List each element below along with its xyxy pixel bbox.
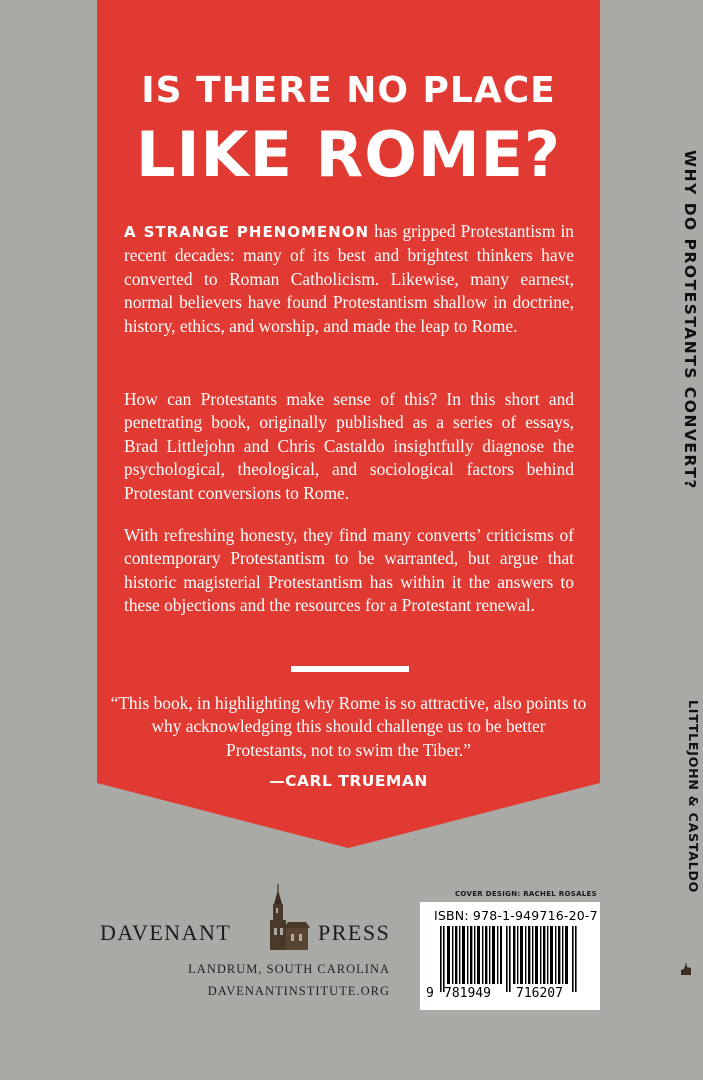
blurb-paragraph-2: How can Protestants make sense of this? In this short and penetrating book, originally published as a series of essays, Brad Littlejohn and Chris Castaldo insightfully diagnose the psychological, theological, and sociological factors behind Protestant conversions to Rome.: [124, 389, 574, 503]
barcode-digits-right: 716207: [516, 986, 563, 1001]
blurb-lead: A STRANGE PHENOMENON: [124, 223, 370, 241]
publisher-name-right: PRESS: [318, 920, 391, 945]
blurb-paragraph-1: [124, 220, 574, 338]
endorsement-quote: “This book, in highlighting why Rome is so attractive, also points to why acknowledging this should challenge us to be better Protestants, not to swim the Tiber.”: [110, 693, 587, 760]
publisher-website: DAVENANTINSTITUTE.ORG: [207, 984, 390, 998]
spine-authors: LITTLEJOHN & CASTALDO: [686, 700, 701, 894]
barcode-digits-left: 781949: [444, 986, 491, 1001]
church-tower-icon: [256, 884, 312, 952]
barcode-digit-first: 9: [426, 986, 434, 1001]
barcode: [434, 926, 586, 992]
blurb-paragraph-3: With refreshing honesty, they find many converts’ criticisms of contemporary Protestantism to be warranted, but argue that historic magisterial Protestantism has within it the answers to these objections and the resources for a Protestant renewal.: [124, 525, 574, 616]
divider: [291, 666, 409, 672]
cover-design-credit: COVER DESIGN: RACHEL ROSALES: [455, 890, 597, 898]
headline-line-2: LIKE ROME?: [135, 118, 562, 191]
isbn-label: ISBN: 978-1-949716-20-7: [434, 908, 598, 923]
barcode-panel: [420, 902, 600, 1010]
spine-title: WHY DO PROTESTANTS CONVERT?: [681, 150, 699, 490]
headline-line-1: IS THERE NO PLACE: [141, 70, 556, 111]
spine-church-icon: [679, 962, 693, 976]
publisher-location: LANDRUM, SOUTH CAROLINA: [188, 962, 390, 976]
publisher-name-left: DAVENANT: [100, 920, 232, 945]
blurb-paragraph-1-text: has gripped Protestantism in recent decades: many of its best and brightest thinkers have converted to Roman Catholicism. Likewise, many earnest, normal believers have found Protestantism shallow in doctrine, history, ethics, and worship, and made the leap to Rome.: [124, 221, 574, 336]
publisher-wordmark: [100, 918, 390, 948]
endorsement-attribution: —CARL TRUEMAN: [269, 772, 428, 790]
